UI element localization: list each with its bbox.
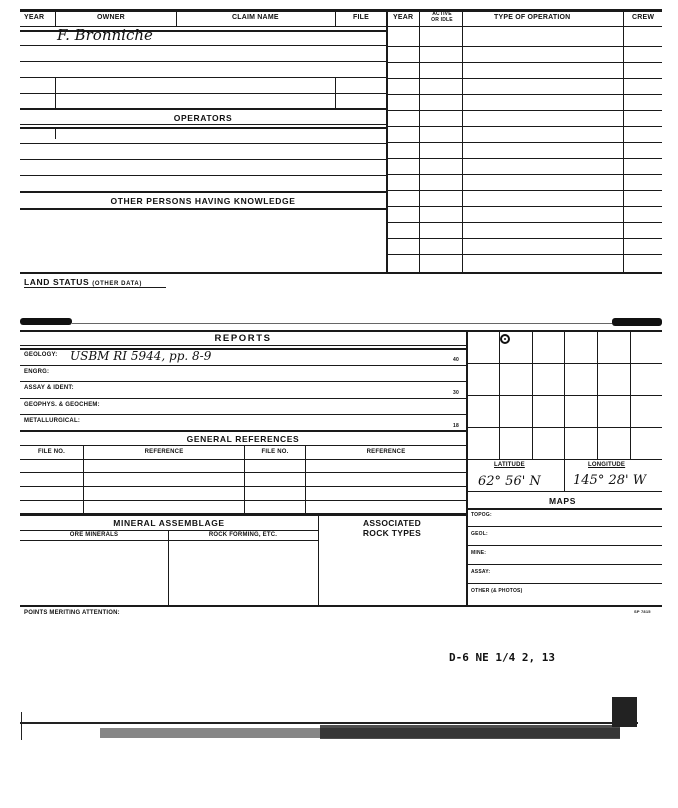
row-rule	[20, 127, 386, 129]
row-rule	[20, 500, 466, 501]
grid-row	[467, 363, 662, 364]
table-bottom-rule	[20, 272, 662, 274]
row-rule	[467, 508, 662, 510]
ref-col-file-no-2: FILE NO.	[261, 449, 289, 455]
scan-edge	[21, 712, 22, 740]
row-rule	[20, 191, 386, 193]
row-rule	[20, 175, 386, 176]
right-row-rule	[388, 238, 662, 239]
row-rule	[20, 93, 386, 94]
map-row-geol: GEOL:	[471, 531, 488, 537]
col-divider	[176, 10, 177, 26]
right-row-rule	[388, 174, 662, 175]
header-type-of-operation: TYPE OF OPERATION	[494, 14, 571, 21]
latitude-label: LATITUDE	[494, 462, 525, 468]
latitude-value: 62° 56' N	[478, 474, 541, 489]
right-row-rule	[388, 110, 662, 111]
rock-forming-heading: ROCK FORMING, ETC.	[208, 532, 278, 538]
row-rule	[20, 159, 386, 160]
general-references-heading: GENERAL REFERENCES	[186, 434, 300, 444]
other-persons-heading: OTHER PERSONS HAVING KNOWLEDGE	[110, 196, 296, 206]
row-rule	[20, 398, 466, 399]
right-row-rule	[388, 254, 662, 255]
row-rule	[20, 208, 386, 210]
row-rule	[20, 124, 386, 125]
row-rule	[20, 530, 318, 531]
row-rule	[20, 365, 466, 366]
top-border	[20, 9, 662, 12]
row-rule	[20, 414, 466, 415]
row-rule	[20, 540, 318, 541]
scan-bar	[612, 318, 662, 326]
grid-row	[467, 491, 662, 492]
report-code-geology: 40	[453, 357, 459, 363]
header-active: ACTIVE	[432, 11, 452, 17]
grid-row	[467, 395, 662, 396]
report-code-assay: 30	[453, 390, 459, 396]
right-row-rule	[388, 142, 662, 143]
location-marker-icon	[500, 334, 510, 344]
header-file: FILE	[353, 14, 369, 21]
col-divider	[305, 445, 306, 514]
form-code: SP 7815	[634, 609, 651, 614]
right-row-rule	[388, 206, 662, 207]
col-divider	[318, 514, 319, 605]
col-divider	[55, 10, 56, 26]
grid-row	[467, 459, 662, 460]
right-row-rule	[388, 78, 662, 79]
row-rule	[20, 445, 466, 446]
row-rule	[467, 526, 662, 527]
report-label-geology: GEOLOGY:	[24, 352, 58, 358]
land-status-label: LAND STATUS (OTHER DATA)	[24, 277, 142, 287]
col-divider	[55, 127, 56, 139]
map-row-assay: ASSAY:	[471, 569, 491, 575]
map-row-other: OTHER (& PHOTOS)	[471, 588, 523, 594]
maps-heading: MAPS	[549, 496, 576, 506]
right-row-rule	[388, 190, 662, 191]
row-rule	[467, 583, 662, 584]
scan-edge	[20, 722, 638, 724]
scan-bar	[20, 318, 72, 325]
longitude-value: 145° 28' W	[573, 473, 647, 488]
right-row-rule	[388, 158, 662, 159]
geology-entry: USBM RI 5944, pp. 8-9	[70, 349, 212, 363]
scan-smudge	[320, 725, 620, 739]
ref-col-file-no: FILE NO.	[38, 449, 65, 455]
owner-entry: F. Bronniche	[57, 26, 153, 44]
right-row-rule	[388, 62, 662, 63]
rock-types-heading: ROCK TYPES	[362, 528, 422, 538]
header-year-2: YEAR	[393, 14, 414, 21]
scan-rule	[72, 323, 612, 324]
map-row-topog: TOPOG:	[471, 512, 492, 518]
longitude-label: LONGITUDE	[588, 462, 626, 468]
col-divider	[55, 77, 56, 108]
grid-col	[564, 331, 565, 491]
mineral-assemblage-heading: MINERAL ASSEMBLAGE	[113, 518, 225, 528]
right-row-rule	[388, 94, 662, 95]
row-rule	[20, 459, 466, 460]
col-divider	[244, 445, 245, 514]
right-row-rule	[388, 222, 662, 223]
header-year: YEAR	[24, 14, 45, 21]
row-rule	[20, 61, 386, 62]
header-claim-name: CLAIM NAME	[232, 14, 279, 21]
ore-minerals-heading: ORE MINERALS	[69, 532, 119, 538]
row-rule	[20, 77, 386, 78]
reports-top-rule	[20, 330, 662, 332]
row-rule	[20, 430, 466, 432]
reports-heading: REPORTS	[214, 333, 272, 344]
header-or-idle: OR IDLE	[431, 17, 453, 23]
ref-col-reference-2: REFERENCE	[366, 449, 406, 455]
row-rule	[20, 381, 466, 382]
operators-heading: OPERATORS	[173, 113, 233, 123]
row-rule	[20, 45, 386, 46]
header-crew: CREW	[632, 14, 655, 21]
col-divider	[335, 10, 336, 26]
row-rule	[20, 513, 466, 516]
row-rule	[20, 486, 466, 487]
location-stamp: D-6 NE 1/4 2, 13	[449, 651, 555, 664]
row-rule	[20, 345, 466, 346]
report-code-metallurgical: 18	[453, 423, 459, 429]
row-rule	[20, 143, 386, 144]
col-divider	[335, 77, 336, 108]
report-label-geophys: GEOPHYS. & GEOCHEM:	[24, 402, 100, 408]
bottom-rule	[20, 605, 662, 607]
header-owner: OWNER	[97, 14, 125, 21]
grid-row	[467, 427, 662, 428]
col-divider	[83, 445, 84, 514]
row-rule	[20, 472, 466, 473]
right-row-rule	[388, 46, 662, 47]
map-row-mine: MINE:	[471, 550, 487, 556]
report-label-engrg: ENGRG:	[24, 369, 50, 375]
land-status-underline	[24, 287, 166, 288]
row-rule	[467, 545, 662, 546]
points-meriting-attention: POINTS MERITING ATTENTION:	[24, 610, 120, 616]
ref-col-reference: REFERENCE	[144, 449, 184, 455]
row-rule	[467, 564, 662, 565]
report-label-assay: ASSAY & IDENT:	[24, 385, 74, 391]
report-label-metallurgical: METALLURGICAL:	[24, 418, 81, 424]
associated-heading: ASSOCIATED	[362, 518, 422, 528]
right-row-rule	[388, 126, 662, 127]
row-rule	[20, 108, 386, 110]
col-divider	[168, 530, 169, 605]
